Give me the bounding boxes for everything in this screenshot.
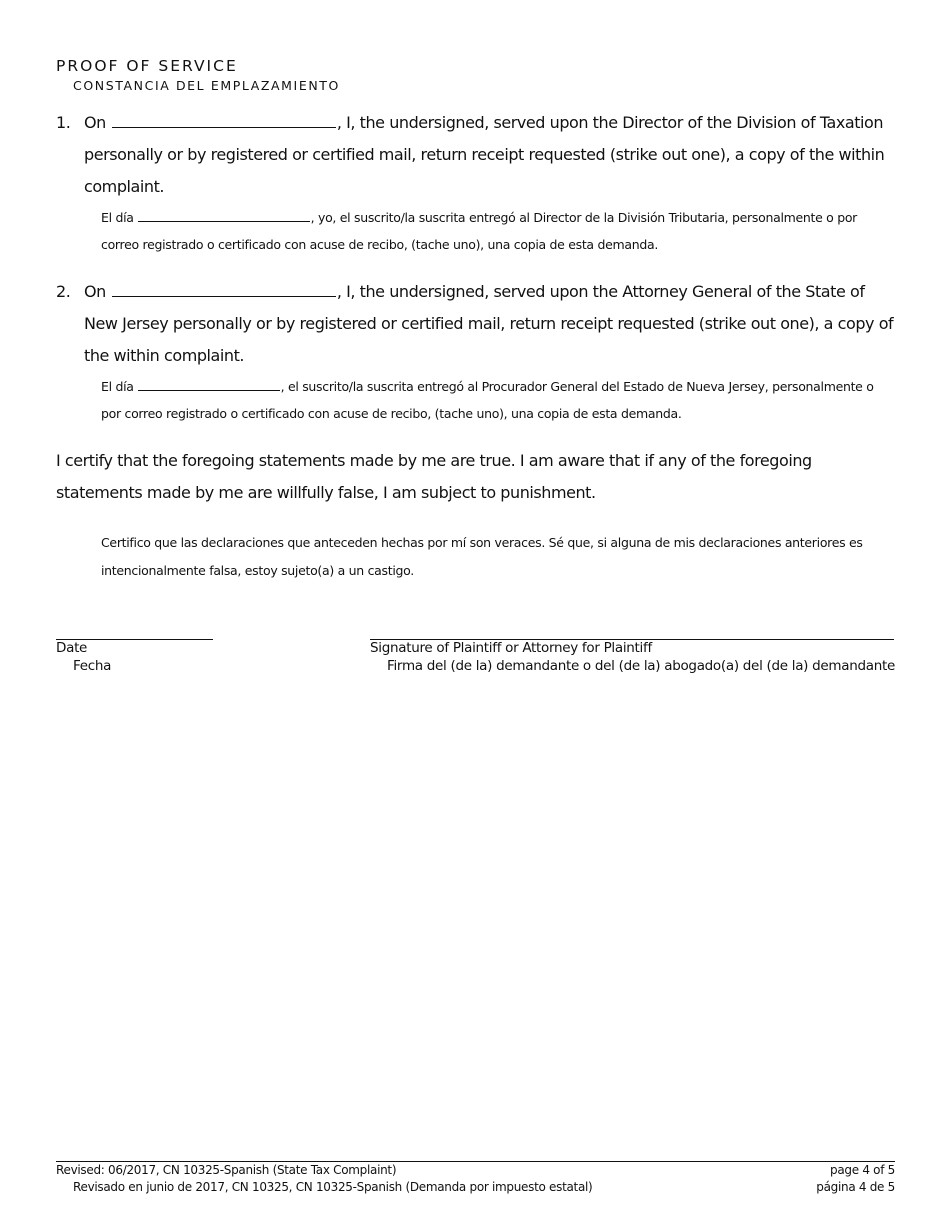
item-text-en (84, 107, 896, 203)
date-blank-2-en[interactable] (112, 282, 336, 297)
item-text-es (101, 204, 896, 258)
certification-en: I certify that the foregoing statements made by me are true. I am aware that if any of the foregoing statements made by me are willfully false, I am subject to punishment. (56, 451, 812, 502)
page-number-es: página 4 de 5 (816, 1180, 895, 1194)
date-blank-1-en[interactable] (112, 113, 336, 128)
service-item-1 (56, 107, 896, 258)
item-number: 1. (56, 113, 71, 132)
footer-revised-es: Revisado en junio de 2017, CN 10325, CN 10325-Spanish (Demanda por impuesto estatal) (73, 1180, 593, 1194)
item-lead-en: On (84, 113, 106, 132)
item-body-en: , I, the undersigned, served upon the Attorney General of the State of New Jersey personally or by registered or certified mail, return receipt requested (strike out one), a copy of the within complaint. (84, 282, 894, 365)
certification-es: Certifico que las declaraciones que anteceden hechas por mí son veraces. Sé que, si alguna de mis declaraciones anteriores es intencionalmente falsa, estoy sujeto(a) a un castigo. (101, 535, 863, 578)
date-label-es: Fecha (73, 658, 112, 674)
item-body-en: , I, the undersigned, served upon the Director of the Division of Taxation personally or by registered or certified mail, return receipt requested (strike out one), a copy of the within complaint. (84, 113, 885, 196)
footer-divider (56, 1161, 895, 1162)
page-number: page 4 of 5 (830, 1163, 895, 1177)
footer-revised: Revised: 06/2017, CN 10325-Spanish (State Tax Complaint) (56, 1163, 397, 1177)
item-lead-en: On (84, 282, 106, 301)
item-number: 2. (56, 282, 71, 301)
item-lead-es: El día (101, 210, 134, 225)
date-label: Date (56, 640, 88, 656)
service-item-2 (56, 276, 896, 427)
date-blank-2-es[interactable] (138, 378, 280, 391)
page-title: PROOF OF SERVICE (56, 57, 238, 75)
signature-label-es: Firma del (de la) demandante o del (de la) abogado(a) del (de la) demandante (387, 658, 895, 674)
item-text-es (101, 373, 896, 427)
date-blank-1-es[interactable] (138, 209, 310, 222)
item-body-es: , yo, el suscrito/la suscrita entregó al Director de la División Tributaria, personalmente o por correo registrado o certificado con acuse de recibo, (tache uno), una copia de esta demanda. (101, 210, 858, 252)
item-body-es: , el suscrito/la suscrita entregó al Procurador General del Estado de Nueva Jersey, personalmente o por correo registrado o certificado con acuse de recibo, (tache uno), una copia de esta demanda. (101, 379, 874, 421)
item-text-en (84, 276, 896, 372)
item-lead-es: El día (101, 379, 134, 394)
signature-label: Signature of Plaintiff or Attorney for Plaintiff (370, 640, 652, 656)
page-subtitle: CONSTANCIA DEL EMPLAZAMIENTO (73, 78, 340, 93)
